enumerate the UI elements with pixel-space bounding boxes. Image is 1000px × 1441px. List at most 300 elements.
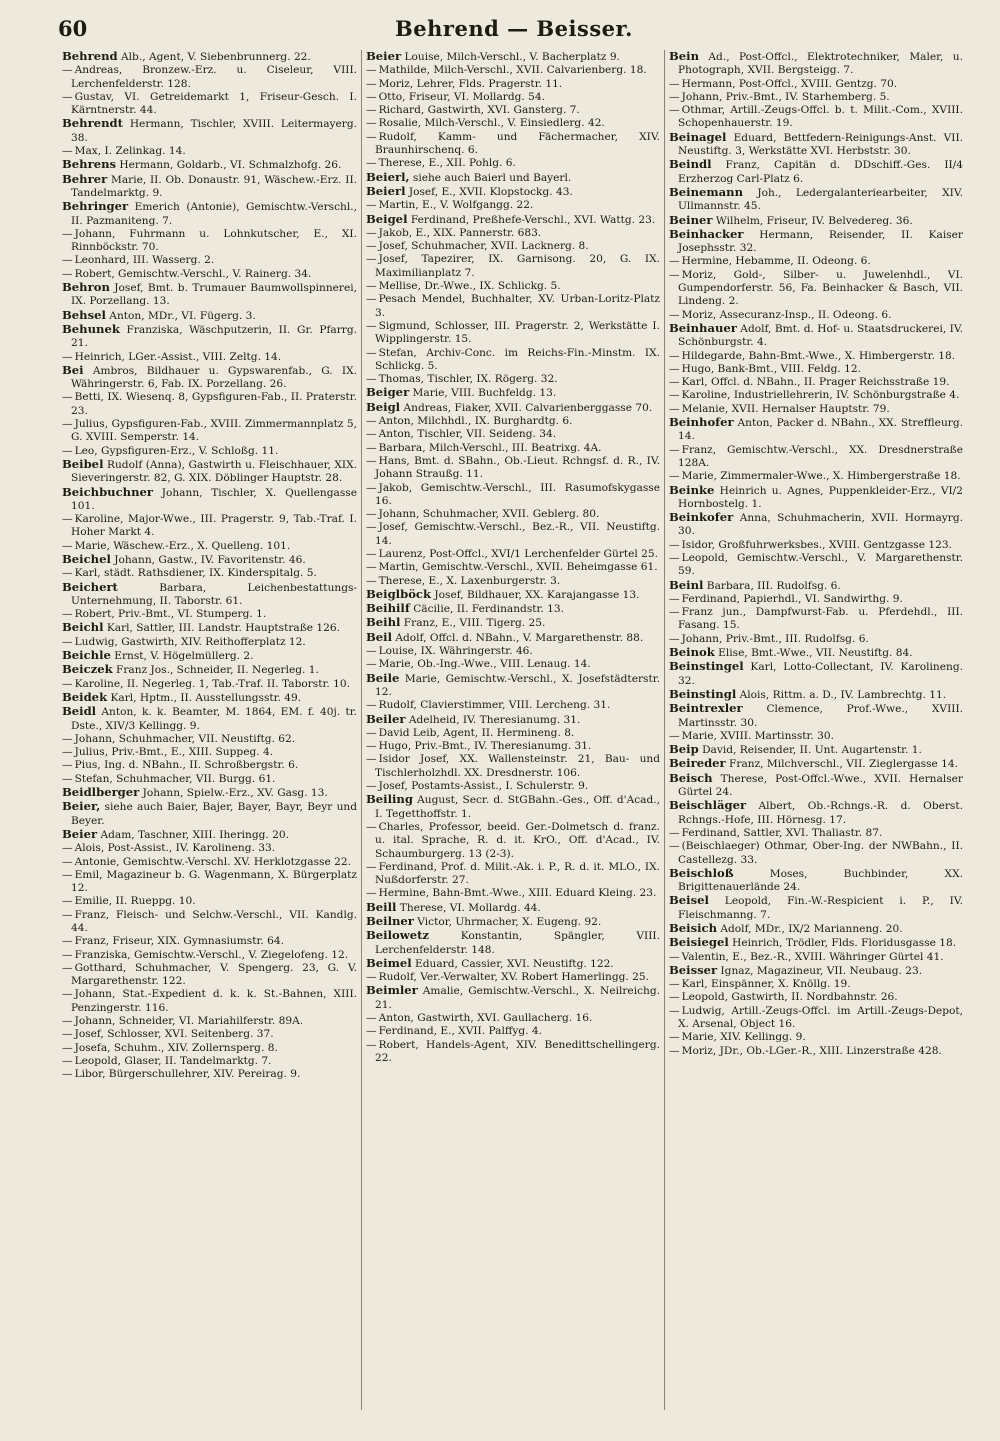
directory-entry (62, 309, 357, 323)
entry-text: Leopold, Glaser, II. Tandelmarktg. 7. (74, 1054, 272, 1067)
directory-entry (366, 455, 660, 482)
entry-text: Martin, E., V. Wolfgangg. 22. (378, 199, 534, 212)
entry-surname: Beidl (62, 704, 97, 719)
dash-mark: — (62, 1068, 73, 1081)
dash-mark: — (62, 90, 73, 103)
entry-text: Barbara, Milch-Verschl., III. Beatrixg. 4A. (378, 441, 602, 454)
entry-surname: Beinkofer (669, 510, 734, 525)
directory-entry (669, 131, 963, 159)
directory-entry (366, 631, 660, 645)
entry-text: Moriz, Assecuranz-Insp., II. Odeong. 6. (681, 308, 892, 321)
entry-surname: Beichert (62, 579, 118, 594)
entry-text: Melanie, XVII. Hernalser Hauptstr. 79. (681, 402, 890, 415)
entry-text: Julius, Gypsfiguren-Fab., XVIII. Zimmermannplatz 5, G. XVIII. Semperstr. 14. (71, 418, 357, 444)
directory-entry (366, 1025, 660, 1038)
directory-entry (669, 104, 963, 131)
dash-mark: — (366, 645, 377, 658)
entry-surname: Beile (366, 670, 400, 685)
entry-text: Heinrich, Trödler, Flds. Floridusgasse 18. (732, 937, 957, 950)
entry-text: Pesach Mendel, Buchhalter, XV. Urban-Loritz-Platz 3. (375, 293, 660, 319)
entry-surname: Beichle (62, 648, 111, 663)
entry-text: Robert, Priv.-Bmt., VI. Stumperg. 1. (74, 608, 267, 621)
entry-text: Andreas, Bronzew.-Erz. u. Ciseleur, VIII. Lerchenfelderstr. 128. (71, 64, 357, 90)
entry-surname: Beiczek (62, 662, 113, 677)
entry-text: Isidor, Großfuhrwerksbes., XVIII. Gentzgasse 123. (681, 538, 952, 551)
entry-surname: Beinhauer (669, 320, 737, 335)
entry-text: Rosalie, Milch-Verschl., V. Einsiedlerg. 42. (378, 117, 605, 130)
directory-entry (366, 415, 660, 428)
dash-mark: — (669, 470, 680, 483)
entry-surname: Beigel (366, 211, 408, 226)
directory-entry (366, 821, 660, 861)
directory-entry (366, 386, 660, 400)
dash-mark: — (669, 362, 680, 375)
directory-entry (366, 50, 660, 64)
entry-text: Barbara, Leichenbestattungs-Unternehmung, II. Taborstr. 61. (71, 581, 358, 607)
entry-surname: Beireder (669, 756, 726, 771)
entry-text: Johann, Priv.-Bmt., III. Rudolfsg. 6. (681, 632, 869, 645)
entry-text: Moses, Buchbinder, XX. Brigittenauerlände 24. (678, 867, 963, 894)
directory-entry (62, 621, 357, 635)
directory-entry (366, 1039, 660, 1066)
dash-mark: — (62, 677, 73, 690)
entry-surname: Beill (366, 899, 397, 914)
dash-mark: — (669, 729, 680, 742)
directory-entry (62, 351, 357, 364)
dash-mark: — (62, 746, 73, 759)
entry-text: Franziska, Wäschputzerin, II. Gr. Pfarrg. 21. (71, 323, 357, 350)
entry-text: Marie, VIII. Buchfeldg. 13. (412, 387, 557, 400)
dash-mark: — (366, 699, 377, 712)
entry-text: Eduard, Cassier, XVI. Neustiftg. 122. (415, 957, 614, 970)
entry-text: (Beischlaeger) Othmar, Ober-Ing. der NWBahn., II. Castellezg. 33. (678, 840, 963, 866)
entry-text: Josef, Bmt. b. Trumauer Baumwollspinnerei, IX. Porzellang. 13. (71, 282, 357, 308)
dash-mark: — (366, 481, 377, 494)
entry-text: Moriz, Gold-, Silber- u. Juwelenhdl., VI. Gumpendorferstr. 56, Fa. Beinhacker & Basch, VII. Lindeng. 2. (678, 268, 963, 308)
dash-mark: — (366, 1025, 377, 1038)
entry-text: Josef, Schuhmacher, XVII. Lacknerg. 8. (378, 240, 589, 253)
directory-entry (366, 957, 660, 971)
column-1 (58, 50, 361, 1410)
entry-surname: Beigl (366, 399, 401, 414)
dash-mark: — (669, 308, 680, 321)
entry-text: Karoline, Major-Wwe., III. Pragerstr. 9, Tab.-Traf. I. Hoher Markt 4. (71, 513, 357, 539)
dash-mark: — (62, 908, 73, 921)
entry-surname: Beichl (62, 620, 104, 635)
directory-entry (669, 827, 963, 840)
directory-entry (62, 949, 357, 962)
entry-text: Valentin, E., Bez.-R., XVIII. Währinger Gürtel 41. (681, 950, 944, 963)
directory-entry (366, 157, 660, 170)
directory-entry (366, 699, 660, 712)
entry-text: Marie, Gemischtw.-Verschl., X. Josefstädterstr. 12. (375, 672, 660, 698)
dash-mark: — (669, 255, 680, 268)
entry-text: Ad., Post-Offcl., Elektrotechniker, Maler, u. Photograph, XVII. Bergsteigg. 7. (678, 51, 963, 77)
entry-text: Marie, Zimmermaler-Wwe., X. Himbergerstraße 18. (681, 470, 961, 483)
entry-surname: Beinstingl (669, 686, 737, 701)
dash-mark: — (62, 842, 73, 855)
entry-text: Johann, Spielw.-Erz., XV. Gasg. 13. (142, 787, 328, 800)
dash-mark: — (62, 759, 73, 772)
entry-text: Mathilde, Milch-Verschl., XVII. Calvarienberg. 18. (378, 64, 647, 77)
directory-entry (669, 633, 963, 646)
dash-mark: — (366, 373, 377, 386)
directory-entry (366, 117, 660, 130)
directory-entry (669, 322, 963, 350)
entry-text: Therese, E., XII. Pohlg. 6. (378, 157, 516, 170)
directory-entry (669, 660, 963, 688)
entry-text: Mellise, Dr.-Wwe., IX. Schlickg. 5. (378, 280, 561, 293)
dash-mark: — (62, 1054, 73, 1067)
dash-mark: — (366, 240, 377, 253)
directory-entry (669, 158, 963, 186)
entry-surname: Beilner (366, 914, 414, 928)
entry-text: Hugo, Priv.-Bmt., IV. Theresianumg. 31. (378, 740, 592, 753)
dash-mark: — (669, 90, 680, 103)
directory-entry (669, 78, 963, 91)
entry-text: Franz jun., Dampfwurst-Fab. u. Pferdehdl., III. Fasang. 15. (678, 606, 963, 632)
entry-text: Anton, Tischler, VII. Seideng. 34. (378, 428, 557, 441)
entry-text: Franz, Fleisch- und Selchw.-Verschl., VII. Kandlg. 44. (71, 908, 357, 934)
entry-text: Elise, Bmt.-Wwe., VII. Neustiftg. 84. (718, 647, 913, 660)
entry-text: Stefan, Archiv-Conc. im Reichs-Fin.-Minstm. IX. Schlickg. 5. (375, 346, 660, 372)
entry-text: Robert, Handels-Agent, XIV. Benedittschellingerg. 22. (375, 1038, 660, 1064)
dash-mark: — (366, 293, 377, 306)
directory-entry (669, 228, 963, 256)
entry-text: August, Secr. d. StGBahn.-Ges., Off. d'Acad., I. Tegetthoffstr. 1. (375, 794, 660, 820)
entry-text: Hermann, Post-Offcl., XVIII. Gentzg. 70. (681, 77, 898, 90)
directory-entry (62, 608, 357, 621)
entry-text: Amalie, Gemischtw.-Verschl., X. Neilreichg. 21. (375, 985, 660, 1011)
entry-text: Hildegarde, Bahn-Bmt.-Wwe., X. Himbergerstr. 18. (681, 349, 956, 362)
entry-text: Karl, Einspänner, X. Knöllg. 19. (681, 978, 851, 991)
entry-text: Karl, Offcl. d. NBahn., II. Prager Reichsstraße 19. (681, 376, 950, 389)
dash-mark: — (366, 157, 377, 170)
entry-text: Ludwig, Artill.-Zeugs-Offcl. im Artill.-Zeugs-Depot, X. Arsenal, Object 16. (678, 1004, 963, 1031)
entry-surname: Beidek (62, 689, 108, 704)
directory-entry (366, 442, 660, 455)
entry-text: Ambros, Bildhauer u. Gypswarenfab., G. IX. Währingerstr. 6, Fab. IX. Porzellang. 26. (71, 364, 357, 391)
directory-entry (62, 567, 357, 580)
entry-surname: Beinagel (669, 129, 727, 144)
dash-mark: — (62, 895, 73, 908)
entry-text: Leopold, Fin.-W.-Respicient i. P., IV. Fleischmanng. 7. (678, 895, 963, 921)
directory-entry (669, 743, 963, 757)
directory-entry (62, 705, 357, 733)
directory-entry (62, 786, 357, 800)
directory-entry (62, 254, 357, 267)
entry-text: Marie, XVIII. Martinsstr. 30. (681, 729, 835, 742)
entry-surname: Beischläger (669, 798, 747, 813)
directory-entry (62, 800, 357, 828)
entry-text: Alois, Rittm. a. D., IV. Lambrechtg. 11. (739, 688, 947, 701)
entry-surname: Beiling (366, 792, 413, 807)
entry-text: Othmar, Artill.-Zeugs-Offcl. b. t. Milit.-Com., XVIII. Schopenhauerstr. 19. (678, 104, 963, 130)
entry-text: David Leib, Agent, II. Hermineng. 8. (378, 726, 575, 739)
directory-entry (62, 678, 357, 691)
dash-mark: — (62, 948, 73, 961)
entry-text: Josef, Postamts-Assist., I. Schulerstr. 9. (378, 780, 589, 793)
directory-entry (62, 773, 357, 786)
directory-entry (62, 200, 357, 228)
dash-mark: — (366, 658, 377, 671)
directory-entry (669, 964, 963, 978)
entry-text: Franz, Friseur, XIX. Gymnasiumstr. 64. (74, 935, 284, 948)
directory-entry (62, 636, 357, 649)
entry-text: Josef, Bildhauer, XX. Karajangasse 13. (434, 588, 640, 601)
entry-surname: Behron (62, 280, 110, 295)
directory-entry (669, 688, 963, 702)
entry-text: Adolf, Bmt. d. Hof- u. Staatsdruckerei, IV. Schönburgstr. 4. (678, 322, 963, 349)
entry-surname: Beiglböck (366, 586, 432, 601)
directory-entry (669, 350, 963, 363)
dash-mark: — (366, 521, 377, 534)
dash-mark: — (62, 961, 73, 974)
entry-text: Ferdinand, Preßhefe-Verschl., XVI. Wattg. 23. (410, 213, 656, 226)
directory-entry (669, 1005, 963, 1032)
dash-mark: — (669, 376, 680, 389)
entry-text: Franz Jos., Schneider, II. Negerleg. 1. (116, 664, 319, 677)
entry-surname: Behunek (62, 321, 120, 336)
entry-text: Ferdinand, Prof. d. Milit.-Ak. i. P., R. d. it. MLO., IX. Nußdorferstr. 27. (375, 860, 660, 887)
entry-text: Louise, Milch-Verschl., V. Bacherplatz 9. (404, 51, 620, 63)
dash-mark: — (366, 820, 377, 833)
entry-surname: Beinstingel (669, 659, 744, 674)
entry-text: Karoline, II. Negerleg. 1, Tab.-Traf. II. Taborstr. 10. (74, 677, 350, 690)
directory-entry (669, 702, 963, 730)
directory-entry (366, 561, 660, 574)
dash-mark: — (62, 254, 73, 267)
dash-mark: — (669, 840, 680, 853)
entry-text: Robert, Gemischtw.-Verschl., V. Rainerg. 34. (74, 267, 312, 280)
entry-text: Marie, XIV. Kellingg. 9. (681, 1031, 806, 1044)
dash-mark: — (62, 350, 73, 363)
dash-mark: — (366, 1038, 377, 1051)
column-2 (361, 50, 664, 1410)
dash-mark: — (62, 988, 73, 1001)
directory-entry (669, 978, 963, 991)
dash-mark: — (366, 780, 377, 793)
entry-text: Alb., Agent, V. Siebenbrunnerg. 22. (121, 51, 311, 63)
entry-text: Johann, Tischler, X. Quellengasse 101. (71, 486, 357, 512)
entry-text: Ferdinand, Sattler, XVI. Thaliastr. 87. (681, 826, 883, 839)
entry-text: Sigmund, Schlosser, III. Pragerstr. 2, Werkstätte I. Wipplingerstr. 15. (375, 319, 660, 346)
dash-mark: — (62, 855, 73, 868)
entry-surname: Beil (366, 629, 392, 644)
dash-mark: — (62, 444, 73, 457)
directory-entry (669, 1045, 963, 1058)
entry-surname: Bei (62, 362, 84, 377)
dash-mark: — (62, 608, 73, 621)
directory-entry (366, 185, 660, 199)
entry-surname: Beisich (669, 921, 717, 935)
directory-entry (669, 511, 963, 539)
entry-text: Johann, Schuhmacher, VII. Neustiftg. 62. (74, 732, 296, 745)
dash-mark: — (366, 1012, 377, 1025)
directory-entry (62, 91, 357, 118)
directory-entry (366, 645, 660, 658)
entry-text: Moriz, Lehrer, Flds. Pragerstr. 11. (378, 77, 563, 90)
dash-mark: — (62, 1015, 73, 1028)
directory-entry (669, 593, 963, 606)
entry-text: Ignaz, Magazineur, VII. Neubaug. 23. (720, 964, 923, 977)
directory-entry (669, 309, 963, 322)
directory-entry (62, 391, 357, 418)
entry-text: siehe auch Baier, Bajer, Bayer, Bayr, Beyr und Beyer. (71, 801, 357, 827)
directory-entry (366, 428, 660, 441)
dash-mark: — (669, 443, 680, 456)
entry-text: Leonhard, III. Wasserg. 2. (74, 254, 215, 267)
dash-mark: — (366, 428, 377, 441)
entry-text: Adelheid, IV. Theresianumg. 31. (408, 713, 581, 726)
directory-entry (669, 269, 963, 309)
entry-text: Anton, Milchhdl., IX. Burghardtg. 6. (378, 415, 573, 428)
directory-entry (366, 672, 660, 700)
directory-entry (62, 64, 357, 91)
directory-entry (366, 199, 660, 212)
entry-text: Johann, Stat.-Expedient d. k. k. St.-Bahnen, XIII. Penzingerstr. 116. (71, 988, 357, 1014)
dash-mark: — (366, 740, 377, 753)
directory-entry (366, 104, 660, 117)
entry-text: Therese, VI. Mollardg. 44. (399, 901, 541, 914)
entry-text: Johann, Priv.-Bmt., IV. Starhemberg. 5. (681, 90, 890, 103)
entry-text: Moriz, JDr., Ob.-LGer.-R., XIII. Linzerstraße 428. (681, 1044, 942, 1057)
column-3 (664, 50, 967, 1410)
directory-entry (62, 50, 357, 64)
directory-entry (669, 376, 963, 389)
directory-entry (62, 445, 357, 458)
entry-surname: Bein (669, 50, 700, 63)
dash-mark: — (366, 860, 377, 873)
entry-text: Antonie, Gemischtw.-Verschl. XV. Herklotzgasse 22. (74, 855, 351, 868)
entry-text: Barbara, III. Rudolfsg. 6. (706, 579, 841, 592)
dash-mark: — (366, 90, 377, 103)
entry-text: Jakob, Gemischtw.-Verschl., III. Rasumofskygasse 16. (375, 481, 660, 507)
dash-mark: — (366, 574, 377, 587)
entry-surname: Beinok (669, 645, 715, 660)
directory-entry (366, 929, 660, 957)
dash-mark: — (366, 77, 377, 90)
dash-mark: — (669, 632, 680, 645)
dash-mark: — (669, 978, 680, 991)
entry-text: Adolf, MDr., IX/2 Marianneng. 20. (720, 923, 903, 935)
entry-text: Franz, E., VIII. Tigerg. 25. (403, 617, 546, 630)
entry-surname: Behringer (62, 199, 129, 214)
entry-text: Anna, Schuhmacherin, XVII. Hormayrg. 30. (678, 512, 963, 538)
dash-mark: — (669, 389, 680, 402)
entry-surname: Beimel (366, 955, 412, 970)
dash-mark: — (62, 567, 73, 580)
dash-mark: — (669, 1031, 680, 1044)
directory-entry (366, 602, 660, 616)
dash-mark: — (366, 253, 377, 266)
entry-surname: Beidlberger (62, 785, 140, 800)
directory-entry (62, 828, 357, 842)
directory-entry (669, 403, 963, 416)
entry-text: Joh., Ledergalanteriearbeiter, XIV. Ullmannstr. 45. (678, 186, 963, 213)
entry-text: Ernst, V. Högelmüllerg. 2. (114, 650, 254, 663)
entry-surname: Beinhofer (669, 415, 734, 430)
dash-mark: — (669, 1044, 680, 1057)
dash-mark: — (669, 606, 680, 619)
entry-text: Clemence, Prof.-Wwe., XVIII. Martinsstr. 30. (678, 703, 964, 729)
entry-text: Ferdinand, E., XVII. Palffyg. 4. (378, 1025, 542, 1038)
entry-text: Anton, Gastwirth, XVI. Gaullacherg. 16. (378, 1012, 593, 1025)
entry-text: Anton, k. k. Beamter, M. 1864, EM. f. 40j. tr. Dste., XIV/3 Kellingg. 9. (71, 706, 357, 732)
directory-entry (366, 320, 660, 347)
dash-mark: — (62, 539, 73, 552)
directory-entry (366, 521, 660, 548)
dash-mark: — (366, 319, 377, 332)
entry-text: Konstantin, Spängler, VIII. Lerchenfelderstr. 148. (375, 930, 660, 956)
entry-text: Adolf, Offcl. d. NBahn., V. Margarethenstr. 88. (395, 631, 644, 644)
directory-entry (669, 363, 963, 376)
dash-mark: — (62, 64, 73, 77)
entry-text: Emilie, II. Rueppg. 10. (74, 895, 196, 908)
directory-entry (62, 988, 357, 1015)
directory-entry (366, 588, 660, 602)
entry-surname: Beierl, (366, 169, 410, 184)
directory-entry (62, 486, 357, 514)
entry-text: Karl, Lotto-Collectant, IV. Karolineng. 32. (678, 661, 963, 687)
dash-mark: — (62, 145, 73, 158)
entry-text: Julius, Priv.-Bmt., E., XIII. Suppeg. 4. (74, 746, 274, 759)
entry-surname: Beindl (669, 157, 712, 172)
entry-text: Josef, Gemischtw.-Verschl., Bez.-R., VII. Neustiftg. 14. (375, 521, 660, 547)
directory-entry (62, 145, 357, 158)
entry-text: Gotthard, Schuhmacher, V. Spengerg. 23, G. V. Margarethenstr. 122. (71, 961, 357, 988)
dash-mark: — (366, 199, 377, 212)
entry-text: Josefa, Schuhm., XIV. Zollernsperg. 8. (74, 1041, 278, 1054)
entry-surname: Beichbuchner (62, 484, 154, 499)
dash-mark: — (366, 280, 377, 293)
dash-mark: — (669, 592, 680, 605)
entry-text: Anton, Packer d. NBahn., XX. Streffleurg. 14. (678, 417, 963, 443)
directory-entry (366, 901, 660, 915)
directory-entry (366, 213, 660, 227)
entry-surname: Behrer (62, 171, 108, 186)
directory-entry (669, 186, 963, 214)
entry-text: Gustav, VI. Getreidemarkt 1, Friseur-Gesch. I. Kärntnerstr. 44. (71, 90, 357, 117)
entry-text: Hermine, Bahn-Bmt.-Wwe., XIII. Eduard Kleing. 23. (378, 887, 657, 900)
dash-mark: — (669, 991, 680, 1004)
dash-mark: — (669, 77, 680, 90)
entry-surname: Beintrexler (669, 701, 743, 716)
directory-entry (366, 740, 660, 753)
directory-entry (62, 158, 357, 172)
entry-text: Libor, Bürgerschullehrer, XIV. Pereirag. 9. (74, 1068, 301, 1081)
entry-text: Eduard, Bettfedern-Reinigungs-Anst. VII. Neustiftg. 3, Werkstätte XVI. Herbststr. 30. (678, 131, 963, 158)
dash-mark: — (366, 508, 377, 521)
entry-text: Victor, Uhrmacher, X. Eugeng. 92. (417, 916, 602, 928)
entry-text: Rudolf (Anna), Gastwirth u. Fleischhauer, XIX. Sieveringerstr. 82, G. XIX. Döblinger Hauptstr. 28. (71, 458, 357, 485)
entry-surname: Beimler (366, 983, 418, 998)
entry-text: Laurenz, Post-Offcl., XVI/1 Lerchenfelder Gürtel 25. (378, 547, 659, 560)
directory-entry (366, 984, 660, 1012)
directory-entry (62, 364, 357, 392)
directory-entry (366, 548, 660, 561)
entry-surname: Beierl (366, 183, 406, 198)
directory-entry (62, 458, 357, 486)
entry-text: Franz, Milchverschl., VII. Zieglergasse 14. (729, 758, 959, 771)
entry-text: Johann, Fuhrmann u. Lohnkutscher, E., XI. Rinnböckstr. 70. (71, 227, 357, 254)
directory-entry (366, 915, 660, 929)
directory-entry (62, 228, 357, 255)
entry-text: Hermann, Goldarb., VI. Schmalzhofg. 26. (119, 159, 342, 172)
directory-entry (62, 909, 357, 936)
entry-text: Rudolf, Kamm- und Fächermacher, XIV. Braunhirschenq. 6. (375, 130, 660, 157)
entry-surname: Beilowetz (366, 928, 430, 943)
